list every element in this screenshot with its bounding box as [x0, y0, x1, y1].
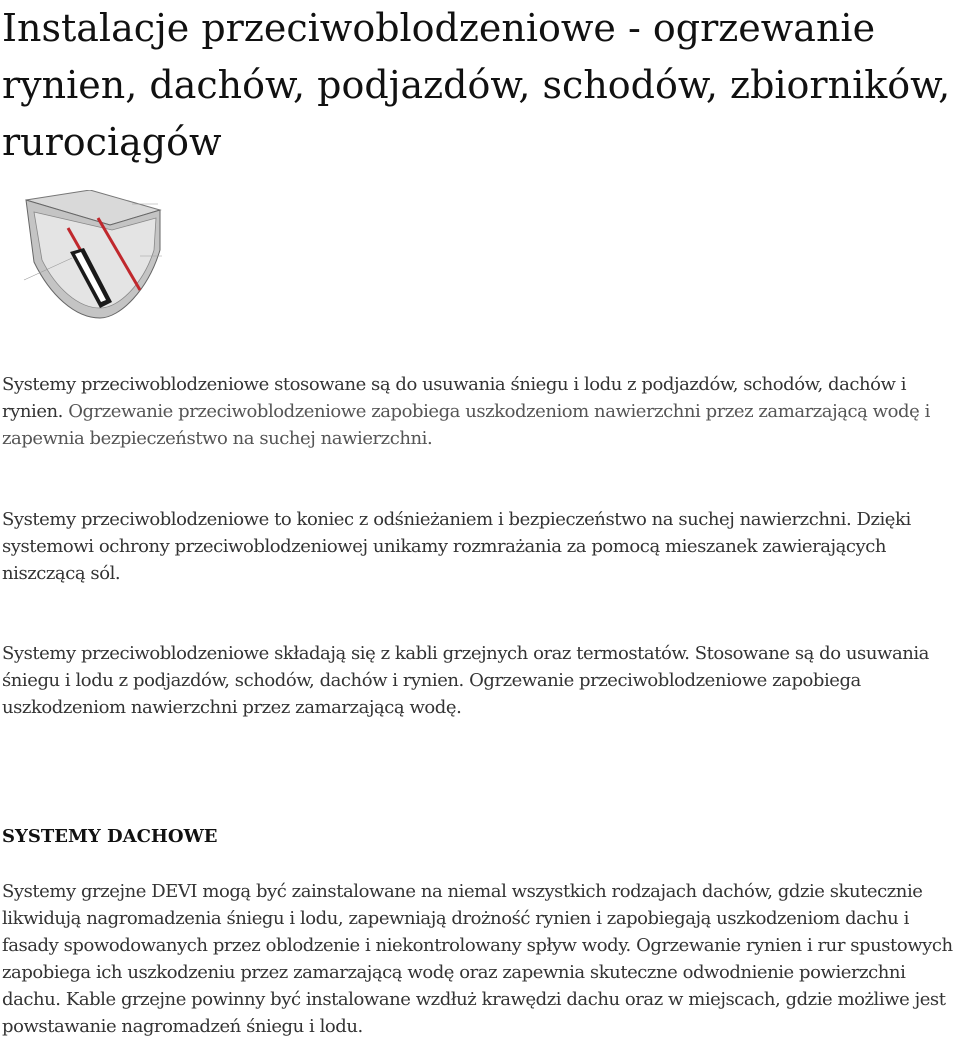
gutter-heating-illustration — [20, 190, 170, 325]
components-text-part-2: Stosowane są do usuwania śniegu i lodu z podjazdów, schodów, dachów i rynien. — [2, 643, 929, 691]
roof-text-part-3: Kable grzejne powinny być instalowane wzdłuż krawędzi dachu oraz w miejscach, gdzie możliwe jest powstawanie nagromadzeń śniegu i lodu. — [2, 989, 946, 1037]
intro-text-part-2: Ogrzewanie przeciwoblodzeniowe zapobiega uszkodzeniom nawierzchni przez zamarzającą wodę i zapewnia bezpieczeństwo na suchej nawierzchni. — [2, 401, 930, 449]
intro-text-part-1: Systemy przeciwoblodzeniowe stosowane są do usuwania śniegu i lodu z podjazdów, schodów, dachów i rynien. — [2, 374, 907, 422]
roof-text-part-1: Systemy grzejne DEVI mogą być zainstalowane na niemal wszystkich rodzajach dachów, gdzie skutecznie likwidują nagromadzenia śniegu i lodu, zapewniają drożność rynien i zapobiegają uszkodzeniom dachu i fasady spowodowanych przez oblodzenie i niekontrolowany spływ wody. — [2, 881, 923, 956]
benefits-paragraph: Systemy przeciwoblodzeniowe to koniec z odśnieżaniem i bezpieczeństwo na suchej nawierzchni. Dzięki systemowi ochrony przeciwoblodzeniowej unikamy rozmrażania za pomocą mieszanek zawierających niszczącą sól. — [2, 509, 911, 584]
roof-systems-paragraph — [2, 878, 960, 1040]
roof-text-part-2: Ogrzewanie rynien i rur spustowych zapobiega ich uszkodzeniu przez zamarzającą wodę oraz zapewnia skuteczne odwodnienie powierzchni dachu. — [2, 935, 953, 1010]
components-paragraph — [2, 640, 960, 721]
intro-paragraph — [2, 371, 960, 452]
section-heading-roof-systems: SYSTEMY DACHOWE — [2, 826, 218, 847]
page-title: Instalacje przeciwoblodzeniowe - ogrzewanie rynien, dachów, podjazdów, schodów, zbiorników, rurociągów — [2, 6, 951, 164]
components-text-part-3: Ogrzewanie przeciwoblodzeniowe zapobiega uszkodzeniom nawierzchni przez zamarzającą wodę. — [2, 670, 861, 718]
components-text-part-1: Systemy przeciwoblodzeniowe składają się z kabli grzejnych oraz termostatów. — [2, 643, 695, 664]
